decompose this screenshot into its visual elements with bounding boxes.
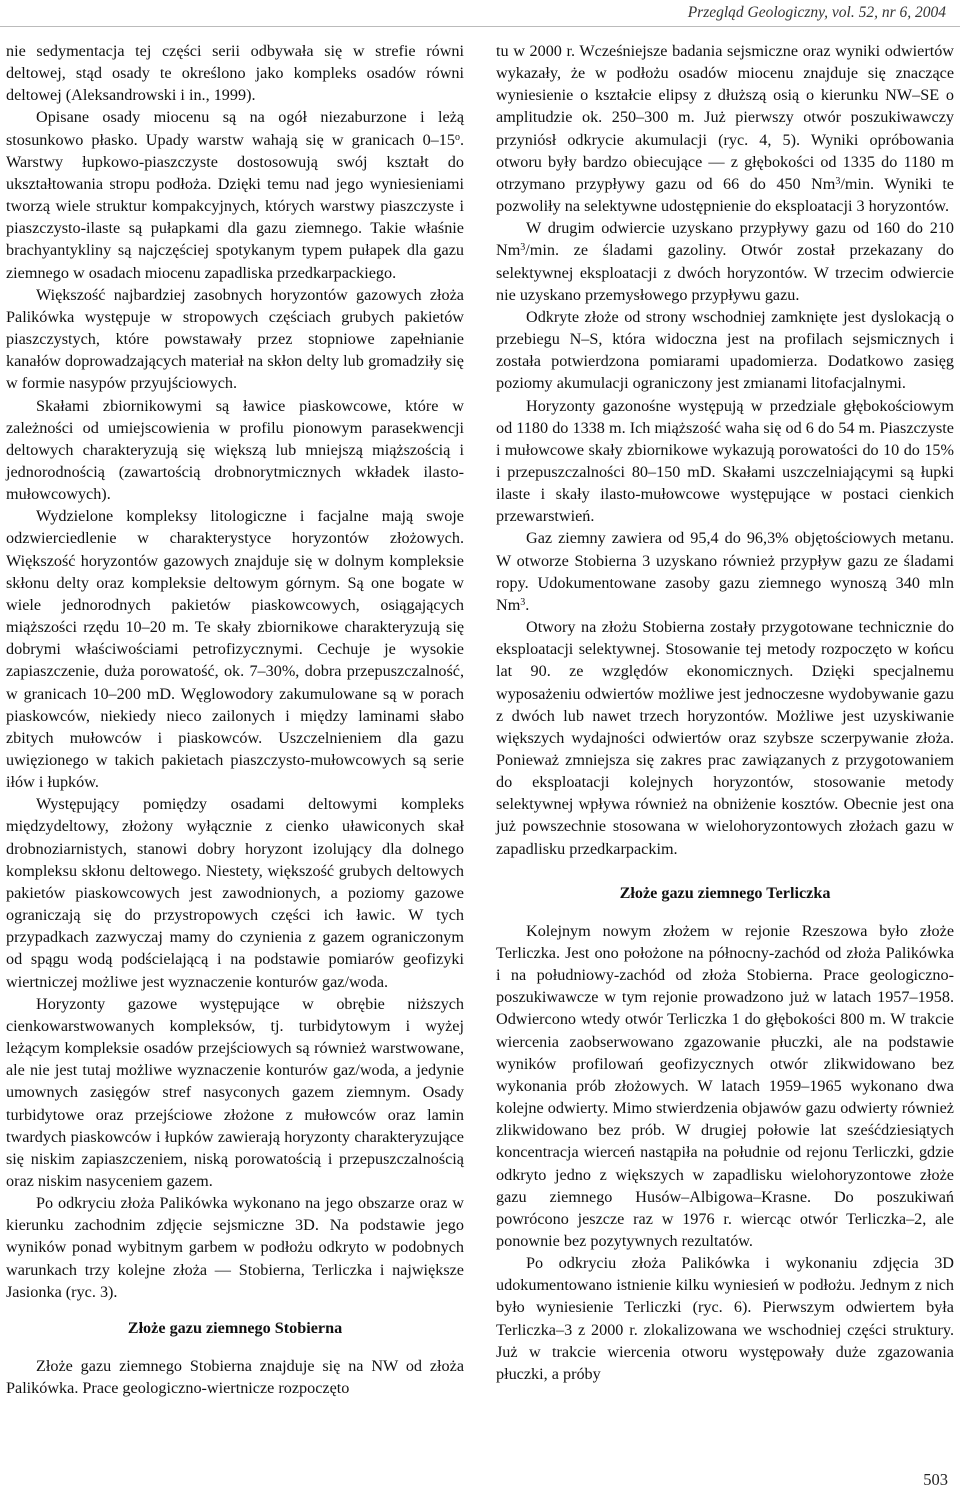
paragraph: Wydzielone kompleksy litologiczne i facjalne mają swoje odzwierciedlenie w charakterystyce horyzontów złożowych. Większość horyzontów gazowych znajduje się w dolnym kompleksie skłonu delty oraz kompleksie deltowym górnym. Są one bogate w wiele jednorodnych pakietów piaskowcowych, osiągających miąższości rzędu 10–20 m. Te skały zbiornikowe charakteryzują się dobrymi właściwościami petrofizycznymi. Cechuje je wysokie zapiaszczenie, duża porowatość, ok. 7–30%, dobra przepuszczalność, w granicach 10–200 mD. Węglowodory zakumulowane są w porach piaskowców, niekiedy nieco zailonych i między laminami słabo zbitych mułowców i piaskowców. Uszczelnieniem dla gazu uwięzionego w takich pakietach piaszczysto-mułowcowych są serie iłów i łupków.	[6, 507, 464, 792]
paragraph: Horyzonty gazonośne występują w przedziale głębokościowym od 1180 do 1338 m. Ich miąższość waha się od 6 do 54 m. Piaszczyste i mułowcowe skały zbiornikowe wykazują porowatości do 10 do 15% i przepuszczalności 80–150 mD. Skałami uszczelniającymi są łupki ilaste i skały ilasto-mułowcowe występujące w postaci cienkich przewarstwień.	[496, 396, 954, 526]
paragraph: Otwory na złożu Stobierna zostały przygotowane technicznie do eksploatacji selektywnej. Stosowanie tej metody rozpoczęto w końcu lat 90. ze względów ekonomicznych. Dzięki specjalnemu wyposażeniu odwiertów możliwe jest jednoczesne wydobywanie gazu z dwóch lub nawet trzech horyzontów. Możliwe jest uzyskiwanie większych wydajności odwiertów oraz szybsze sczerpywanie złoża. Ponieważ zmniejsza się zakres prac zawiązanych z przygotowaniem do eksploatacji kolejnych horyzontów, stosowanie metody selektywnej wpływa również na obniżenie kosztów. Obecnie jest ona już powszechnie stosowana w wielohoryzontowych złożach gazu w zapadlisku przedkarpackim.	[496, 618, 954, 858]
paragraph	[496, 527, 954, 616]
header-divider	[0, 26, 960, 27]
text-run: .	[525, 595, 530, 614]
superscript: 3	[520, 596, 526, 608]
paragraph	[496, 40, 954, 217]
text-run: . Warstwy łupkowo-piaszczyste dostosowują swój kształt do ukształtowania stropu podłoża. Dzięki temu nad jego wyniesieniami tworzą wiele struktur kompakcyjnych, których warstwy piaszczyste i piaszczysto-ilaste są pułapkami dla gazu ziemnego. Takie właśnie brachyantykliny są najczęściej spotykanym typem pułapek dla gazu ziemnego w osadach miocenu zapadliska przedkarpackiego.	[6, 130, 464, 282]
paragraph: Większość najbardziej zasobnych horyzontów gazowych złoża Palikówka występuje w stropowych częściach grubych pakietów piaszczystych, które powstawały przez stopniowe zapełnianie kanałów doprowadzających materiał na skłon delty lub gromadziły się w formie nasypów przyujściowych.	[6, 285, 464, 393]
paragraph: Po odkryciu złoża Palikówka i wykonaniu zdjęcia 3D udokumentowano istnienie kilku wyniesień w podłożu. Jednym z nich było wyniesienie Terliczki (ryc. 6). Pierwszym odwiertem była Terliczka–3 z 2000 r. zlokalizowana we wschodniej części struktury. Już w trakcie wiercenia otworu występowały duże zgazowania płuczki, a próby	[496, 1254, 954, 1383]
section-heading-terliczka: Złoże gazu ziemnego Terliczka	[619, 883, 831, 902]
section-heading-stobierna: Złoże gazu ziemnego Stobierna	[127, 1318, 343, 1337]
left-column	[6, 40, 464, 1399]
superscript: 3	[520, 242, 526, 254]
text-run: /min. Wyniki te pozwoliły na selektywne udostępnienie do eksploatacji 3 horyzontów.	[496, 174, 954, 216]
text-run: tu w 2000 r. Wcześniejsze badania sejsmiczne oraz wyniki odwiertów wykazały, że w podłożu osadów miocenu znajduje się znaczące wyniesienie o kształcie elipsy z dłuższą osią o kierunku NW–SE o amplitudzie ok. 250–300 m. Już pierwszy otwór poszukiwawczy przyniósł odkrycie akumulacji (ryc. 4, 5). Wyniki opróbowania otworu były bardzo obiecujące — z głębokości od 1335 do 1180 m otrzymano przypływy gazu od 66 do 450 Nm	[496, 42, 954, 193]
paragraph: Kolejnym nowym złożem w rejonie Rzeszowa było złoże Terliczka. Jest ono położone na północny-zachód od złoża Palikówka i na południowy-zachód od złoża Stobierna. Prace geologiczno-poszukiwawcze w tym rejonie prowadzono już w latach 1957–1958. Odwiercono wtedy otwór Terliczka 1 do głębokości 800 m. W trakcie wiercenia zaobserwowano zgazowanie płuczki, ale na podstawie wyników profilowań geofizycznych otwór zlikwidowano bez wykonania prób złożowych. W latach 1959–1965 wykonano dwa kolejne odwierty. Mimo stwierdzenia objawów gazu odwierty również zlikwidowano bez prób. W drugiej połowie lat sześćdziesiątych koncentracja wierceń nastąpiła na południe od rejonu Terliczki, gdzie odkryto jedno z większych w zapadlisku wielohoryzontowe złoże gazu ziemnego Husów–Albigowa–Krasne. Do poszukiwań powrócono jeszcze raz w 1976 r. wiercąc otwór Terliczka–2, ale ponownie bez pozytywnych rezultatów.	[496, 921, 954, 1250]
right-column	[496, 40, 954, 1385]
text-run: Opisane osady miocenu są na ogół niezaburzone i leżą stosunkowo płasko. Upady warstw wahają się w granicach 0–15	[6, 108, 464, 149]
text-run: /min. ze śladami gazoliny. Otwór został przekazany do selektywnej eksploatacji z dwóch horyzontów. W trzecim odwiercie nie uzyskano przemysłowego przypływu gazu.	[496, 241, 954, 304]
page-number: 503	[923, 1470, 948, 1489]
superscript: 3	[835, 175, 841, 187]
paragraph: Po odkryciu złoża Palikówka wykonano na jego obszarze oraz w kierunku zachodnim zdjęcie sejsmiczne 3D. Na podstawie jego wyników ponad wybitnym garbem w podłożu odkryto w podobnych warunkach trzy kolejne złoża — Stobierna, Terliczka i największe Jasionka (ryc. 3).	[6, 1194, 464, 1301]
text-run: W drugim odwiercie uzyskano przypływy gazu od 160 do 210 Nm	[496, 219, 954, 260]
superscript: o	[454, 131, 460, 143]
paragraph: nie sedymentacja tej części serii odbywała się w strefie równi deltowej, stąd osady te określono jako kompleks osadów równi deltowej (Aleksandrowski i in., 1999).	[6, 42, 464, 105]
paragraph	[6, 106, 464, 283]
paragraph: Występujący pomiędzy osadami deltowymi kompleks międzydeltowy, złożony wyłącznie z cienko uławiconych skał drobnoziarnistych, stanowi dobry horyzont izolujący dla dolnego kompleksu skłonu deltowego. Niestety, większość grubych deltowych pakietów piaskowcowych jest zawodnionych, a poziomy gazowe ograniczają się do przystropowych części ich ławic. W tych przypadkach zazwyczaj mamy do czynienia z gazem ograniczonym od spągu wodą podścielającą i na podstawie pomiarów geofizyki wiertniczej możliwe jest wyznaczenie konturów gaz/woda.	[6, 795, 464, 991]
text-run: Gaz ziemny zawiera od 95,4 do 96,3% objętościowych metanu. W otworze Stobierna 3 uzyskano również przypływ gazu ze śladami ropy. Udokumentowane zasoby gazu ziemnego wynoszą 340 mln Nm	[496, 529, 954, 614]
paragraph	[496, 217, 954, 306]
paragraph: Odkryte złoże od strony wschodniej zamknięte jest dyslokacją o przebiegu N–S, która widoczna jest na profilach sejsmicznych i została potwierdzona pomiarami upadomierza. Dodatkowo zasięg poziomy akumulacji ograniczony jest zmianami litofacjalnymi.	[496, 307, 954, 393]
paragraph: Złoże gazu ziemnego Stobierna znajduje się na NW od złoża Palikówka. Prace geologiczno-wiertnicze rozpoczęto	[6, 1356, 464, 1398]
journal-header: Przegląd Geologiczny, vol. 52, nr 6, 2004	[687, 4, 946, 21]
paragraph: Skałami zbiornikowymi są ławice piaskowcowe, które w zależności od umiejscowienia w profilu pionowym parasekwencji deltowych charakteryzują się większą lub mniejszą miąższością i jednorodnością (zawartością drobnorytmicznych wkładek ilasto-mułowcowych).	[6, 396, 464, 504]
paragraph: Horyzonty gazowe występujące w obrębie niższych cienkowarstwowanych kompleksów, tj. turbidytowym i wyżej leżącym kompleksie osadów przejściowych są również warstwowane, ale nie jest tutaj możliwe wyznaczenie konturów gaz/woda, a jedynie umownych zasięgów stref nasyconych gazem ziemnym. Osady turbidytowe oraz przejściowe złożone z mułowców oraz lamin twardych piaskowców i łupków zawierają horyzonty charakteryzujące się niskim zapiaszczeniem, niską porowatością i przepuszczalnością oraz niskim nasyceniem gazem.	[6, 994, 464, 1190]
